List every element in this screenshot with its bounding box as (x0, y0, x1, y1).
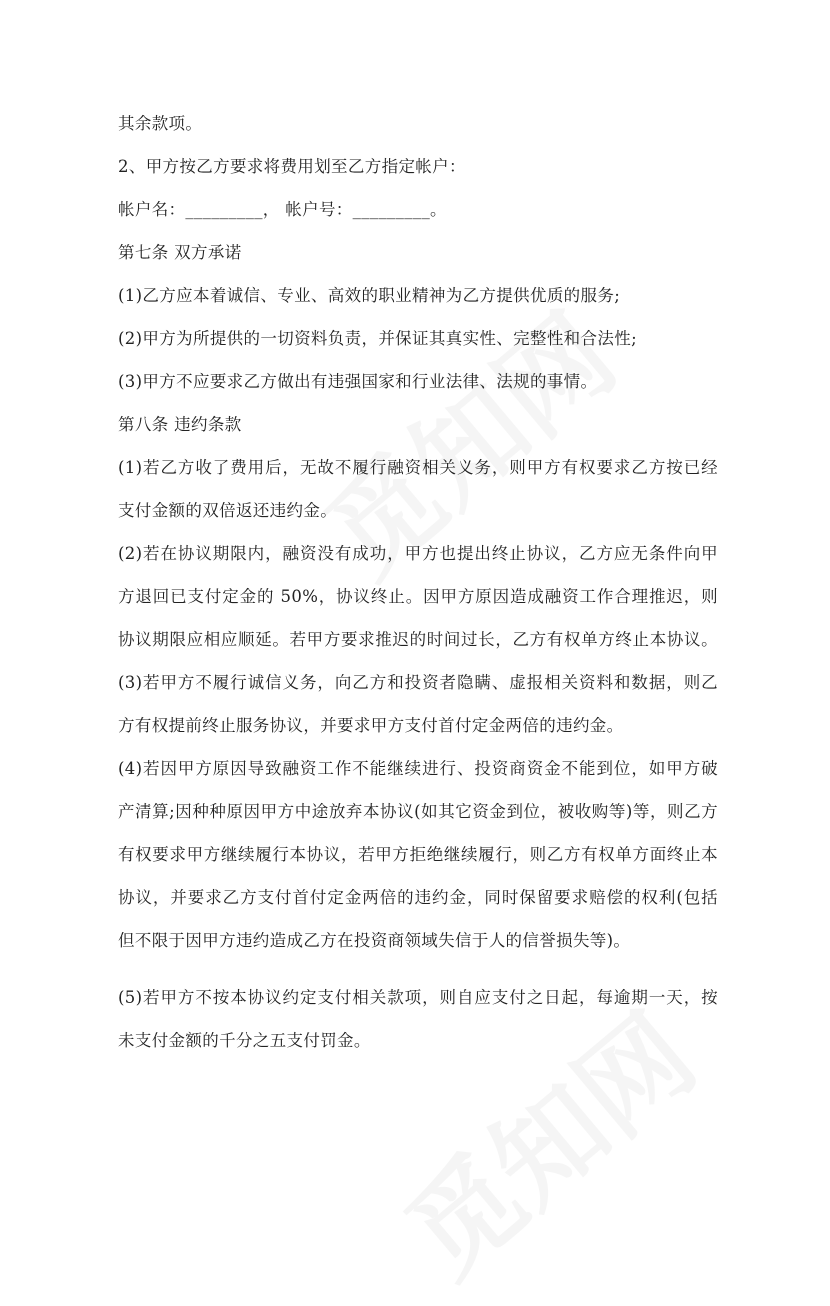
text-line: 协议期限应相应顺延。若甲方要求推迟的时间过长，乙方有权单方终止本协议。 (118, 630, 718, 649)
text-line: 方退回已支付定金的 50%，协议终止。因甲方原因造成融资工作合理推迟，则 (118, 587, 718, 606)
text-line: 产清算;因种种原因甲方中途放弃本协议(如其它资金到位，被收购等)等，则乙方 (118, 802, 718, 821)
text-line: (5)若甲方不按本协议约定支付相关款项，则自应支付之日起，每逾期一天，按 (118, 988, 718, 1007)
text-line: 支付金额的双倍返还违约金。 (118, 501, 338, 520)
text-line: (1)乙方应本着诚信、专业、高效的职业精神为乙方提供优质的服务; (118, 286, 621, 305)
text-line: 其余款项。 (118, 114, 203, 133)
text-line: 有权要求甲方继续履行本协议，若甲方拒绝继续履行，则乙方有权单方面终止本 (118, 845, 718, 864)
text-line: (4)若因甲方原因导致融资工作不能继续进行、投资商资金不能到位，如甲方破 (118, 759, 718, 778)
text-line: (3)甲方不应要求乙方做出有违强国家和行业法律、法规的事情。 (118, 372, 598, 391)
text-line: 2、甲方按乙方要求将费用划至乙方指定帐户： (118, 157, 466, 176)
text-line: (1)若乙方收了费用后，无故不履行融资相关义务，则甲方有权要求乙方按已经 (118, 458, 718, 477)
text-line: (3)若甲方不履行诚信义务，向乙方和投资者隐瞒、虚报相关资料和数据，则乙 (118, 673, 718, 692)
text-line: 方有权提前终止服务协议，并要求甲方支付首付定金两倍的违约金。 (118, 716, 624, 735)
section-heading: 第八条 违约条款 (118, 415, 242, 434)
text-line: 但不限于因甲方违约造成乙方在投资商领域失信于人的信誉损失等)。 (118, 931, 631, 950)
text-line: 协议，并要求乙方支付首付定金两倍的违约金，同时保留要求赔偿的权利(包括 (118, 888, 718, 907)
text-line: (2)甲方为所提供的一切资料负责，并保证其真实性、完整性和合法性; (118, 329, 637, 348)
text-line: 帐户名：_________， 帐户号：_________。 (118, 200, 447, 219)
watermark (368, 972, 722, 1305)
text-line: 未支付金额的千分之五支付罚金。 (118, 1031, 371, 1050)
text-line: (2)若在协议期限内，融资没有成功，甲方也提出终止协议，乙方应无条件向甲 (118, 544, 718, 563)
section-heading: 第七条 双方承诺 (118, 243, 242, 262)
